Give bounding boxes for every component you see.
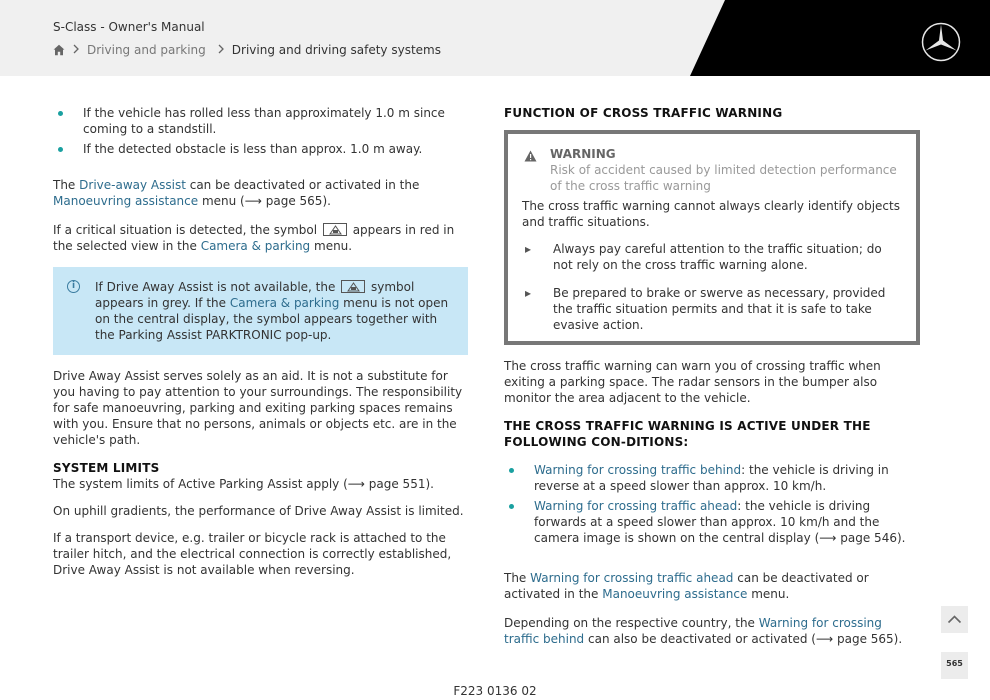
left-column bbox=[53, 105, 468, 578]
home-icon[interactable] bbox=[53, 44, 65, 56]
header bbox=[0, 0, 990, 76]
list-item: ▸ Always pay careful attention to the traffic situation; do not rely on the cross traffic warning alone. bbox=[522, 241, 902, 273]
chevron-up-icon bbox=[947, 612, 962, 627]
info-box bbox=[53, 267, 468, 355]
link-manoeuvring-assistance[interactable]: Manoeuvring assistance bbox=[53, 194, 199, 208]
link-warning-crossing-behind[interactable]: Warning for crossing traffic behind bbox=[504, 616, 882, 646]
link-warning-crossing-ahead[interactable]: Warning for crossing traffic ahead bbox=[534, 499, 738, 513]
bullet-list bbox=[504, 462, 920, 546]
chevron-right-icon bbox=[65, 42, 87, 58]
bullet-list bbox=[53, 105, 468, 157]
list-item: If the vehicle has rolled less than approximately 1.0 m since coming to a standstill. bbox=[53, 105, 468, 137]
paragraph: The Warning for crossing traffic ahead can be deactivated or activated in the Manoeuvring assistance menu. bbox=[504, 571, 869, 601]
info-icon: i bbox=[67, 280, 80, 293]
warning-title: WARNING bbox=[550, 147, 616, 161]
drive-away-symbol-icon bbox=[323, 223, 347, 236]
warning-list bbox=[522, 241, 902, 333]
section-heading-system-limits: SYSTEM LIMITS bbox=[53, 461, 160, 475]
list-item: Warning for crossing traffic behind: the vehicle is driving in reverse at a speed slower than approx. 10 km/h. bbox=[504, 462, 920, 494]
list-item: Warning for crossing traffic ahead: the vehicle is driving forwards at a speed slower than approx. 10 km/h and the camera image is shown on the central display (⟶ page 546). bbox=[504, 498, 920, 546]
warning-header bbox=[522, 146, 902, 194]
link-manoeuvring-assistance[interactable]: Manoeuvring assistance bbox=[602, 587, 748, 601]
right-column bbox=[504, 105, 920, 647]
drive-away-symbol-icon bbox=[341, 280, 365, 293]
paragraph: On uphill gradients, the performance of Drive Away Assist is limited. bbox=[53, 504, 464, 518]
link-camera-parking[interactable]: Camera & parking bbox=[200, 239, 311, 253]
page-number: 565 bbox=[946, 659, 963, 668]
section-heading-function: FUNCTION OF CROSS TRAFFIC WARNING bbox=[504, 106, 783, 120]
info-text: If Drive Away Assist is not available, the symbol appears in grey. If the Camera & parking menu is not open on the central display, the symbol appears together with the Parking Assist PARKTRONIC pop-up. bbox=[95, 280, 449, 342]
warning-body: The cross traffic warning cannot always clearly identify objects and traffic situations. bbox=[522, 199, 900, 229]
paragraph: If a critical situation is detected, the symbol appears in red in the selected view in the Camera & parking menu. bbox=[53, 223, 455, 253]
section-heading-active-conditions: THE CROSS TRAFFIC WARNING IS ACTIVE UNDER THE FOLLOWING CON-DITIONS: bbox=[504, 419, 871, 449]
warning-triangle-icon bbox=[524, 150, 537, 162]
link-warning-crossing-behind[interactable]: Warning for crossing traffic behind bbox=[534, 463, 742, 477]
link-drive-away-assist[interactable]: Drive-away Assist bbox=[79, 178, 186, 192]
footer-code: F223 0136 02 bbox=[453, 684, 537, 698]
page-number-button[interactable] bbox=[941, 652, 968, 679]
breadcrumb-item-driving-and-parking[interactable]: Driving and parking bbox=[87, 43, 206, 57]
list-item: If the detected obstacle is less than approx. 1.0 m away. bbox=[53, 141, 468, 157]
scroll-to-top-button[interactable] bbox=[941, 606, 968, 633]
paragraph: The cross traffic warning can warn you of crossing traffic when exiting a parking space. The radar sensors in the bumper also monitor the area adjacent to the vehicle. bbox=[504, 359, 881, 405]
paragraph: Drive Away Assist serves solely as an aid. It is not a substitute for you having to pay attention to your surroundings. The responsibility for safe manoeuvring, parking and exiting parking spaces remains with you. Ensure that no persons, animals or objects etc. are in the vehicle's path. bbox=[53, 369, 463, 447]
manual-title: S-Class - Owner's Manual bbox=[53, 20, 205, 34]
paragraph: The Drive-away Assist can be deactivated or activated in the Manoeuvring assistance menu (⟶ page 565). bbox=[53, 178, 420, 208]
chevron-right-icon bbox=[210, 42, 232, 58]
paragraph: If a transport device, e.g. trailer or bicycle rack is attached to the trailer hitch, and the electrical connection is correctly established, Drive Away Assist is not available when reversing. bbox=[53, 531, 452, 577]
link-camera-parking[interactable]: Camera & parking bbox=[229, 296, 340, 310]
mercedes-star-logo bbox=[920, 21, 962, 63]
link-warning-crossing-ahead[interactable]: Warning for crossing traffic ahead bbox=[530, 571, 734, 585]
warning-subtitle: Risk of accident caused by limited detection performance of the cross traffic warning bbox=[550, 163, 897, 193]
breadcrumb-item-current: Driving and driving safety systems bbox=[231, 43, 441, 57]
warning-box bbox=[504, 130, 920, 345]
breadcrumb bbox=[53, 42, 441, 58]
paragraph: The system limits of Active Parking Assist apply (⟶ page 551). bbox=[53, 477, 434, 491]
list-item: ▸ Be prepared to brake or swerve as necessary, provided the traffic situation permits and that it is safe to take evasive action. bbox=[522, 285, 902, 333]
paragraph: Depending on the respective country, the Warning for crossing traffic behind can also be deactivated or activated (⟶ page 565). bbox=[504, 616, 903, 646]
